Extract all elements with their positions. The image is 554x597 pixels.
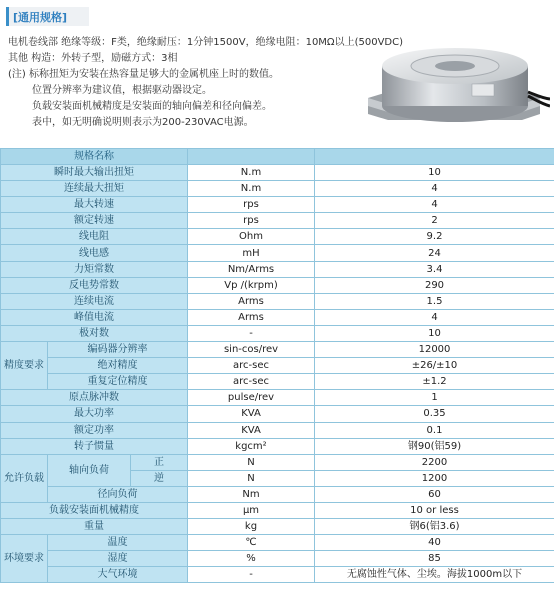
header-spec-name: 规格名称 <box>1 149 188 165</box>
row-value: 2200 <box>315 454 554 470</box>
row-value: 1200 <box>315 470 554 486</box>
row-label: 最大功率 <box>1 406 188 422</box>
row-label: 负载安装面机械精度 <box>1 502 188 518</box>
table-row <box>1 197 554 213</box>
table-row <box>1 519 554 535</box>
row-label: 绝对精度 <box>48 358 188 374</box>
row-label: 线电阻 <box>1 229 188 245</box>
row-value: 钢6(铝3.6) <box>315 519 554 535</box>
row-unit: N <box>188 470 315 486</box>
table-row <box>1 309 554 325</box>
table-row <box>1 406 554 422</box>
construction-note: 其他 构造：外转子型，励磁方式：3相 <box>8 53 178 64</box>
table-header-row <box>1 149 554 165</box>
row-unit: arc-sec <box>188 358 315 374</box>
row-value: ±26/±10 <box>315 358 554 374</box>
row-unit: sin-cos/rev <box>188 342 315 358</box>
row-label: 正 <box>131 454 188 470</box>
row-label: 反电势常数 <box>1 277 188 293</box>
row-unit: Ohm <box>188 229 315 245</box>
row-unit: kg <box>188 519 315 535</box>
row-value: 60 <box>315 486 554 502</box>
torque-note: (注) 标称扭矩为安装在热容量足够大的金属机座上时的数值。 <box>8 69 279 80</box>
table-row <box>1 454 554 470</box>
row-value: 4 <box>315 197 554 213</box>
table-row <box>1 325 554 341</box>
table-row <box>1 502 554 518</box>
row-unit: rps <box>188 213 315 229</box>
row-label: 编码器分辨率 <box>48 342 188 358</box>
row-unit: KVA <box>188 406 315 422</box>
row-value: 钢90(铝59) <box>315 438 554 454</box>
accuracy-note: 负载安装面机械精度是安装面的轴向偏差和径向偏差。 <box>32 101 272 112</box>
row-value: 24 <box>315 245 554 261</box>
row-label: 力矩常数 <box>1 261 188 277</box>
row-unit: - <box>188 567 315 583</box>
table-row <box>1 181 554 197</box>
axial-load-label: 轴向负荷 <box>48 454 131 486</box>
row-unit: rps <box>188 197 315 213</box>
row-label: 转子惯量 <box>1 438 188 454</box>
row-unit: kgcm² <box>188 438 315 454</box>
section-header <box>6 7 89 26</box>
spec-table <box>0 148 554 583</box>
row-label: 最大转速 <box>1 197 188 213</box>
row-unit: arc-sec <box>188 374 315 390</box>
table-row <box>1 213 554 229</box>
row-unit: % <box>188 551 315 567</box>
row-label: 原点脉冲数 <box>1 390 188 406</box>
table-row <box>1 245 554 261</box>
table-row <box>1 486 554 502</box>
env-group-label: 环境要求 <box>1 535 48 583</box>
table-row <box>1 422 554 438</box>
table-row <box>1 229 554 245</box>
row-unit: N.m <box>188 165 315 181</box>
table-row <box>1 438 554 454</box>
precision-group-label: 精度要求 <box>1 342 48 390</box>
row-value: 无腐蚀性气体、尘埃。海拔1000m以下 <box>315 567 554 583</box>
header-unit <box>188 149 315 165</box>
row-label: 逆 <box>131 470 188 486</box>
load-group-label: 允许负载 <box>1 454 48 502</box>
row-value: 0.35 <box>315 406 554 422</box>
row-label: 极对数 <box>1 325 188 341</box>
row-label: 额定功率 <box>1 422 188 438</box>
row-value: 12000 <box>315 342 554 358</box>
header-value <box>315 149 554 165</box>
row-value: 1.5 <box>315 293 554 309</box>
table-row <box>1 390 554 406</box>
row-value: 0.1 <box>315 422 554 438</box>
row-value: 10 <box>315 165 554 181</box>
row-unit: mH <box>188 245 315 261</box>
row-value: 290 <box>315 277 554 293</box>
row-unit: Arms <box>188 293 315 309</box>
row-value: 2 <box>315 213 554 229</box>
row-unit: Arms <box>188 309 315 325</box>
row-value: 85 <box>315 551 554 567</box>
row-unit: KVA <box>188 422 315 438</box>
insulation-note: 电机卷线部 绝缘等级：F类，绝缘耐压：1分钟1500V，绝缘电阻：10MΩ以上(500VDC) <box>8 37 403 48</box>
row-value: 4 <box>315 181 554 197</box>
row-label: 瞬时最大输出扭矩 <box>1 165 188 181</box>
row-unit: ℃ <box>188 535 315 551</box>
row-label: 线电感 <box>1 245 188 261</box>
table-row <box>1 551 554 567</box>
row-label: 连续最大扭矩 <box>1 181 188 197</box>
section-title: [通用规格] <box>13 11 68 24</box>
row-unit: μm <box>188 502 315 518</box>
row-label: 重复定位精度 <box>48 374 188 390</box>
table-row <box>1 165 554 181</box>
row-value: 3.4 <box>315 261 554 277</box>
row-unit: Nm <box>188 486 315 502</box>
row-label: 连续电流 <box>1 293 188 309</box>
row-value: 4 <box>315 309 554 325</box>
row-unit: Vp /(krpm) <box>188 277 315 293</box>
row-value: 1 <box>315 390 554 406</box>
resolution-note: 位置分辨率为建议值，根据驱动器设定。 <box>32 85 212 96</box>
table-row <box>1 293 554 309</box>
power-note: 表中，如无明确说明则表示为200-230VAC电源。 <box>32 117 254 128</box>
row-label: 大气环境 <box>48 567 188 583</box>
row-label: 温度 <box>48 535 188 551</box>
row-value: 9.2 <box>315 229 554 245</box>
row-value: 10 or less <box>315 502 554 518</box>
table-row <box>1 358 554 374</box>
table-row <box>1 374 554 390</box>
row-label: 峰值电流 <box>1 309 188 325</box>
row-label: 重量 <box>1 519 188 535</box>
row-label: 额定转速 <box>1 213 188 229</box>
table-row <box>1 535 554 551</box>
row-unit: Nm/Arms <box>188 261 315 277</box>
row-value: 40 <box>315 535 554 551</box>
table-row <box>1 342 554 358</box>
motor-image <box>360 40 550 135</box>
row-label: 湿度 <box>48 551 188 567</box>
table-row <box>1 277 554 293</box>
table-row <box>1 261 554 277</box>
row-unit: N <box>188 454 315 470</box>
row-label: 径向负荷 <box>48 486 188 502</box>
intro-notes <box>8 35 403 131</box>
table-row <box>1 567 554 583</box>
row-unit: pulse/rev <box>188 390 315 406</box>
row-value: ±1.2 <box>315 374 554 390</box>
row-unit: N.m <box>188 181 315 197</box>
row-unit: - <box>188 325 315 341</box>
row-value: 10 <box>315 325 554 341</box>
